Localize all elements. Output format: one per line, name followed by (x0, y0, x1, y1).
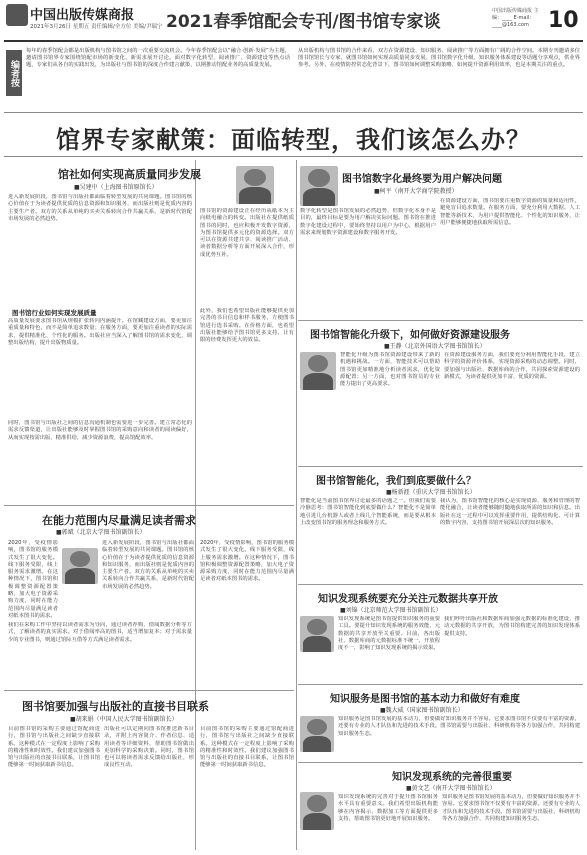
section-title: 图书馆智能化，我们到底要做什么？ (316, 476, 476, 487)
section-byline: ■郭斌（北京大学图书馆副馆长） (56, 529, 146, 536)
section-paragraph: 知识发现系统的完善对于提升图书馆服务水平具有重要意义。我们希望出版机构能够在内容揭示、数据加工等方面提供更多支持，帮助图书馆更好地开展知识服务。 (338, 794, 438, 822)
section-paragraph: 2020年，受疫情影响，图书馆的服务模式发生了很大变化。线下服务受限，线上服务需求激增。在这种情况下，图书馆积极调整资源配置策略，加大电子资源采购力度，同时在能力范围内尽量满足读者对纸本图书的需求。 (200, 540, 294, 583)
section-paragraph: 目前图书馆的采购主要通过馆配商进行，图书馆与出版社之间缺少直接联系。这种模式在一定程度上影响了采购的精准性和时效性。我们建议加强图书馆与出版社的直接书目联系，让图书馆能够第一时间获取新书信息。 (8, 726, 100, 769)
section-paragraph: 出版社可以定期向图书馆推送新书目录，并附上内容简介、作者信息、适用读者等详细资料，帮助图书馆做出更加科学的采购决策。同时，图书馆也可以将读者需求反馈给出版社，形成良性互动。 (104, 726, 194, 769)
section-paragraph: 在资源建设方面，图书馆要注重数字资源的质量和适用性，避免盲目追求数量。在服务方面，要充分利用大数据、人工智能等新技术，为用户提供智能化、个性化的知识服务，让用户能够便捷地获取所需信息。 (440, 198, 580, 226)
section-byline: ■黄文艺（南开大学图书馆馆长） (406, 785, 496, 792)
section-paragraph: 我们在采购工作中坚持以读者需求为导向，通过读者荐购、借阅数据分析等方式，了解读者的真实需求。对于借阅率高的图书，适当增加复本；对于需求量少的专业图书，则通过馆际互借等方式满足读者需求。 (8, 622, 192, 643)
section-paragraph: 数字化转型是图书馆发展的必然趋势，但数字化本身不是目的，最终目标是要为用户解决实际问题。图书馆在推进数字化建设过程中，要始终坚持以用户为中心，根据用户需求来规划数字资源建设和数字服务开发。 (300, 208, 436, 236)
section-rule (298, 466, 583, 467)
author-photo (62, 548, 98, 584)
section-paragraph: 我们呼吁出版社和数据库商加强元数据的标准化建设，推动元数据的共享开放，为图书馆构建完善的知识发现体系提供支持。 (444, 616, 580, 637)
section-paragraph: 进入新发展阶段，图书馆与出版社都面临着转型发展的共同课题。图书馆的核心价值在于为读者提供优质的信息资源和知识服务，而出版社则是优质内容的主要生产者。双方的关系从单纯的买卖关系转向合作共赢关系，是新时代馆配市场发展的必然趋势。 (102, 540, 194, 590)
top-rule (4, 40, 583, 42)
section-title: 知识服务是图书馆的基本动力和做好有难度 (330, 694, 520, 705)
section-rule (4, 690, 294, 691)
section-paragraph: 我认为，图书馆智能化的核心是实现资源、服务和管理的智能化融合，让读者能够随时随地获取所需的知识和信息。出版社在这一过程中可以发挥重要作用，提供结构化、可计算的数字内容，支持图书馆开展深层次的知识服务。 (440, 498, 580, 526)
headline-rule (4, 156, 583, 157)
section-rule (4, 505, 294, 506)
section-paragraph: 知识发现系统是图书馆提供知识服务的重要工具。要提升知识发现系统的服务效能，元数据的共享开放至关重要。目前，各出版社、数据库商的元数据标准不统一，开放程度不一，影响了知识发现系统的揭示效果。 (338, 616, 440, 652)
editor-note-right: 从出版机构与图书馆的合作来看，双方在资源建设、知识服务、阅读推广等方面拥有广阔的合作空间。本期专刊邀请多位图书馆馆长与专家，就图书馆如何实现高质量同步发展、图书馆数字化升级、知识服务体系建设等话题分享观点，供业界参考。另外，在疫情防控常态化背景下，图书馆如何调整采购策略、如何提升资源利用效率，也是本期关注的重点。 (298, 48, 580, 69)
section-paragraph: 在资源建设服务方面，我们要充分利用智能化手段，建立科学的资源评价体系，实现资源采购的动态调整。同时，要加强与出版社、数据库商的合作，共同探索资源建设的新模式，为读者提供更加丰富、优质的资源。 (444, 352, 580, 380)
page-number: 10 (548, 8, 579, 33)
section-byline: ■魏大威（国家图书馆副馆长） (380, 707, 464, 714)
section-byline: ■柯平（南开大学商学院教授） (374, 188, 458, 195)
header-meta: 中国出版传媒商报 主编：____ E-mail：____@163.com (492, 8, 539, 28)
masthead (0, 0, 587, 40)
section-title: 馆社如何实现高质量同步发展 (58, 168, 201, 181)
section-paragraph: 智能化升级为图书馆资源建设带来了新的机遇和挑战。一方面，智能技术可以帮助图书馆更加精准地分析读者需求，优化资源配置；另一方面，也对图书馆员的专业能力提出了更高要求。 (340, 352, 440, 388)
editor-note-left: 每年的春季馆配会都是出版机构与图书馆之间的一次重要交流机会。今年春季馆配会以“融合·创新·发展”为主题，邀请图书馆界专家围绕馆配市场的新变化、新需求展开讨论。面对数字化转型、阅读推广、资源建设等热点话题，专家们从各自的实践出发，为出版社与图书馆的深度合作建言献策，以期推动馆配业务的高质量发展。 (26, 48, 290, 69)
section-paragraph: 高质量发展要求图书馆从规模扩张转向内涵提升。在馆藏建设方面，要更加注重质量和特色，而不是简单追求数量；在服务方面，要更加注重读者的实际需求，提供精准化、个性化的服务。出版社应当深入了解图书馆的需求变化，调整出版结构，提升出版物质量。 (8, 318, 192, 346)
section-rule (298, 762, 583, 763)
note-rule (4, 112, 583, 113)
section-byline: ■刘锦（北京师范大学图书馆副馆长） (340, 607, 442, 614)
section-paragraph: 智能化是当前图书馆界讨论最多的话题之一。但我们需要冷静思考：图书馆智能化到底要做什么？智能化不是简单地引进几台机器人或者上线几个智能系统，而是要从根本上改变图书馆的服务理念和服务方式。 (300, 498, 436, 526)
section-title: 知识发现系统要充分关注元数据共享开放 (318, 594, 498, 605)
section-title: 在能力范围内尽量满足读者需求 (42, 514, 196, 527)
section-paragraph: 知识服务是图书馆发展的基本动力，但要做好知识服务并不容易。它要求图书馆不仅要有丰富的资源，还要有专业的人才队伍和先进的技术手段。图书馆需要与出版社、科研机构等各方加强合作，共同构建知识服务生态。 (442, 794, 580, 822)
author-photo (300, 792, 334, 830)
section-paragraph: 知识服务是图书馆发展的基本动力，但要做好知识服务并不容易。它要求图书馆不仅要有丰富的资源，还要有专业的人才队伍和先进的技术手段。图书馆需要与出版社、科研机构等各方加强合作，共同构建知识服务生态。 (338, 716, 580, 737)
section-byline: ■胡来娟（中国人民大学图书馆副馆长） (70, 716, 178, 723)
author-photo (300, 352, 336, 390)
section-title: 图书馆数字化最终要为用户解决问题 (342, 174, 502, 185)
newspaper-logo-icon (6, 4, 28, 26)
section-rule (298, 684, 583, 685)
section-rule (298, 320, 583, 321)
section-paragraph: 图书馆的资源建设正在经历从纸本为主向纸电融合的转变。出版社在提供纸质图书的同时，也应积极开发数字资源，为图书馆提供多元化的资源选择。双方可以在资源共建共享、阅读推广活动、读者数据分析等方面开展深入合作，形成优势互补。 (200, 208, 294, 258)
editor-note-label: 编者按 (6, 50, 22, 96)
main-headline: 馆界专家献策：面临转型，我们该怎么办？ (56, 125, 531, 154)
section-paragraph: 此外，我们也希望出版社能够提供更加完善的书目信息和样书服务，方便图书馆进行选书采购。在价格方面，也希望出版社能够给予图书馆更多支持，让有限的经费发挥更大的效益。 (200, 308, 294, 344)
paper-date-line: 2021年3月26日 星期五 责任编辑/全方位 美编/尹瑞宁 (30, 24, 163, 30)
section-title: 图书馆要加强与出版社的直接书目联系 (22, 700, 209, 713)
author-photo (300, 166, 338, 206)
section-byline: ■杨新涯（重庆大学图书馆馆长） (386, 489, 476, 496)
paper-name: 中国出版传媒商报 (30, 8, 135, 23)
author-photo (236, 166, 274, 204)
special-issue-title: 2021春季馆配会专刊/图书馆专家谈 (166, 12, 441, 32)
section-paragraph: 目前图书馆的采购主要通过馆配商进行，图书馆与出版社之间缺少直接联系。这种模式在一定程度上影响了采购的精准性和时效性。我们建议加强图书馆与出版社的直接书目联系，让图书馆能够第一时间获取新书信息。 (200, 726, 294, 769)
section-rule (298, 584, 583, 585)
column-divider (296, 160, 297, 850)
section-paragraph: 进入新发展阶段，图书馆与出版社都面临着转型发展的共同课题。图书馆的核心价值在于为读者提供优质的信息资源和知识服务，而出版社则是优质内容的主要生产者。双方的关系从单纯的买卖关系转向合作共赢关系，是新时代馆配市场发展的必然趋势。 (8, 194, 192, 222)
section-byline: ■王静（北京外国语大学图书馆馆长） (384, 343, 486, 350)
author-photo (300, 716, 334, 752)
section-paragraph: 同时，图书馆与出版社之间的信息沟通机制也需要进一步完善。建立常态化的需求反馈渠道，让出版社能够及时掌握图书馆的采购意向和读者的阅读偏好，从而实现按需出版、精准供给，减少资源浪费，提高馆配效率。 (8, 420, 192, 441)
section-byline: ■吴建中（上海图书馆原馆长） (74, 184, 158, 191)
author-photo (300, 616, 334, 652)
section-title: 图书馆智能化升级下，如何做好资源建设服务 (310, 330, 510, 341)
section-paragraph: 2020年，受疫情影响，图书馆的服务模式发生了很大变化。线下服务受限，线上服务需求激增。在这种情况下，图书馆积极调整资源配置策略，加大电子资源采购力度，同时在能力范围内尽量满足读者对纸本图书的需求。 (8, 540, 58, 619)
section-subhead: 图书馆行业如何实现发展质量 (12, 309, 97, 317)
section-title: 知识发现系统的完善很重要 (392, 772, 512, 783)
